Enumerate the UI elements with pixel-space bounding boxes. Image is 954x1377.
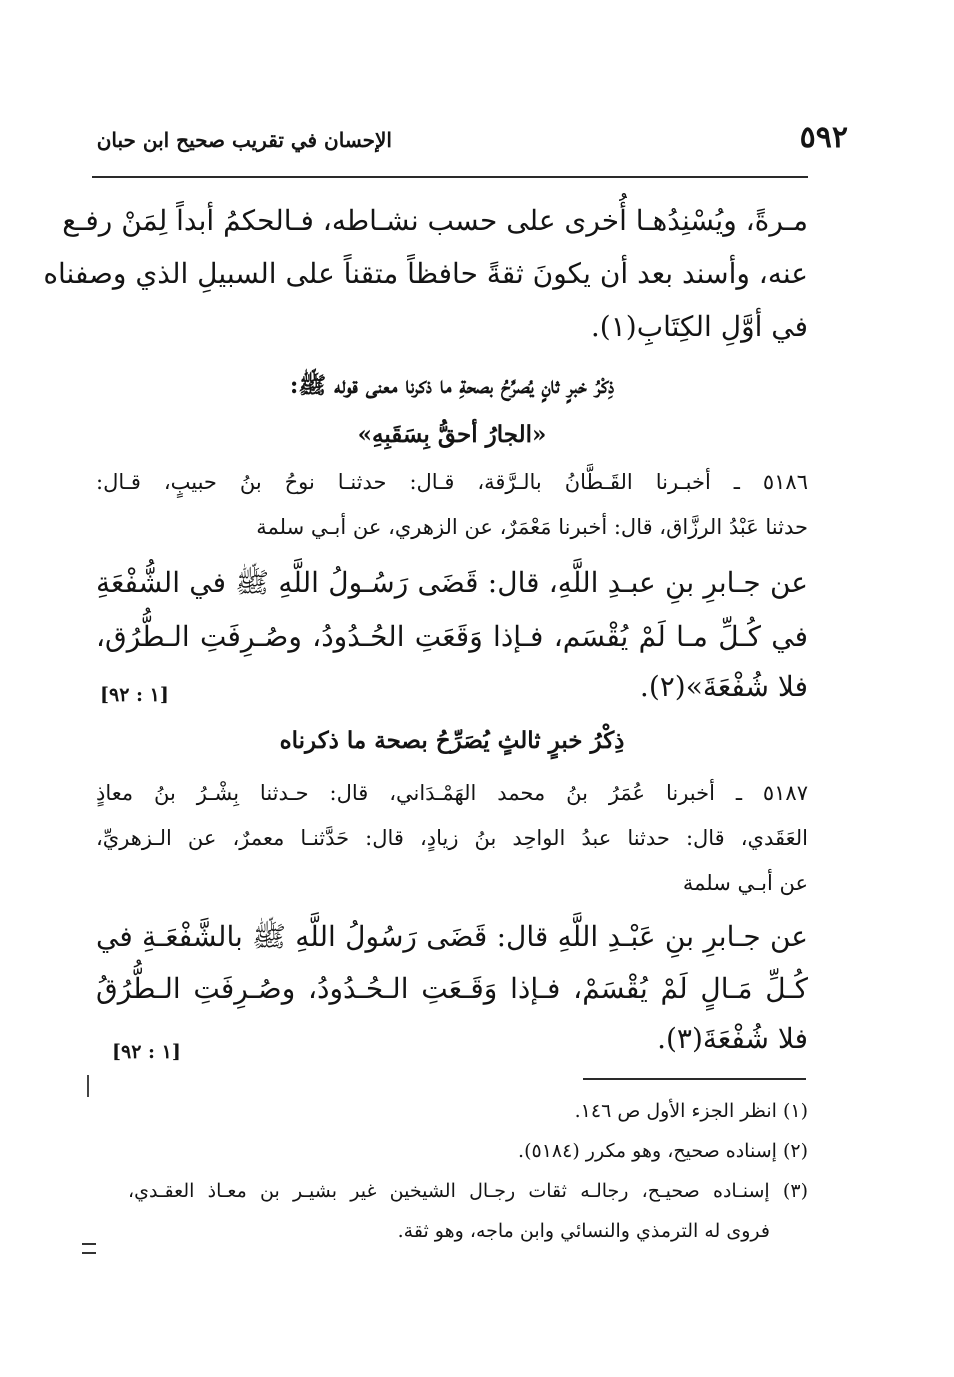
hadith-5187-matn-3: فلا شُفْعَةَ(٣). bbox=[657, 1022, 808, 1055]
hadith-5187-isnad-3: عن أبـي سلمة bbox=[682, 871, 808, 895]
page-number: ٥٩٢ bbox=[799, 120, 848, 155]
hadith-5186-isnad-1: ٥١٨٦ ـ أخبـرنا القَـطَّانُ بالـرَّقة، قـال: حدثنـا نوحُ بنُ حبيبٍ، قـال: bbox=[96, 470, 808, 494]
hadith-5187-matn-1: عن جـابرِ بنِ عَبْـدِ اللَّهِ قال: قَضَى رَسُولُ اللَّهِ ﷺ بالشَّفْعَـةِ في bbox=[96, 920, 808, 953]
footnote-divider bbox=[583, 1078, 806, 1080]
hadith-5187-matn-2: كُـلِّ مَـالٍ لَمْ يُقْسَمْ، فـإذا وَقَـعَتِ الـحُـدُودُ، وصُـرِفَتِ الـطُّرُقُ bbox=[96, 972, 808, 1005]
hadith-5187-isnad-1: ٥١٨٧ ـ أخبرنا عُمَرُ بنُ محمد الهَمْـدَاني، قال: حـدثنا بِشْـرُ بنُ معاذٍ bbox=[96, 781, 808, 805]
hadith-5186-matn-3: فلا شُفْعَةَ»(٢). bbox=[639, 670, 808, 703]
section-heading-2: ذِكْرُ خبرٍ ثالثٍ يُصَرِّحُ بصحة ما ذكرناه bbox=[279, 727, 625, 754]
hadith-5186-matn-2: في كُـلِّ مـا لَمْ يُقْسَم، فـإذا وَقَعَتِ الحُـدُودُ، وصُـرِفَتِ الـطُّرُق، bbox=[96, 620, 808, 653]
footnote-3-line-2: فروى له الترمذي والنسائي وابن ماجه، وهو ثقة. bbox=[397, 1220, 770, 1242]
header-divider bbox=[92, 176, 808, 178]
footnote-3-line-1: (٣) إسنـاده صحيـح، رجالـه ثقات رجـال الشيخين غير بشيـر بن معـاذ العقـدي، bbox=[128, 1180, 808, 1202]
hadith-5186-isnad-2: حدثنا عَبْدُ الرزَّاق، قال: أخبرنا مَعْمَرٌ، عن الزهري، عن أبـي سلمة bbox=[256, 515, 808, 539]
footnote-2: (٢) إسناده صحيح، وهو مكرر (٥١٨٤). bbox=[518, 1140, 808, 1162]
margin-mark bbox=[87, 1075, 89, 1097]
hadith-5186-matn-1: عن جـابرِ بنِ عبـدِ اللَّهِ، قال: قَضَى رَسُـولُ اللَّهِ ﷺ في الشُّفْعَةِ bbox=[96, 566, 808, 599]
running-title: الإحسان في تقريب صحيح ابن حبان bbox=[96, 128, 392, 152]
hadith-5186-reference: [١ : ٩٢] bbox=[100, 684, 169, 706]
hadith-5187-isnad-2: العَقَدي، قال: حدثنا عبدُ الواحِد بنُ زيادٍ، قال: حَدَّثنـا معمرٌ، عن الـزهريِّ، bbox=[96, 826, 808, 850]
hadith-5187-reference: [١ : ٩٢] bbox=[112, 1041, 181, 1063]
intro-line-2: عنه، وأسند بعد أن يكونَ ثقةً حافظاً متقناً على السبيلِ الذي وصفناه bbox=[43, 257, 808, 290]
section-heading-1-quote: «الجارُ أحقُّ بِسَقَبِهِ» bbox=[357, 421, 547, 448]
intro-line-1: مـرةً، ويُسْنِدُهـا أُخرى على حسب نشـاطه، فـالحكمُ أبداً لِمَنْ رفـع bbox=[62, 204, 808, 237]
margin-equals-mark bbox=[82, 1243, 96, 1254]
section-heading-1: ذِكْرُ خبرٍ ثانٍ يُصرِّحُ بصحةِ ما ذكرنا معنى قوله ﷺ: bbox=[289, 372, 615, 399]
footnote-1: (١) انظر الجزء الأول ص ١٤٦. bbox=[574, 1100, 808, 1122]
intro-line-3: في أوَّلِ الكِتَابِ(١). bbox=[590, 310, 808, 343]
